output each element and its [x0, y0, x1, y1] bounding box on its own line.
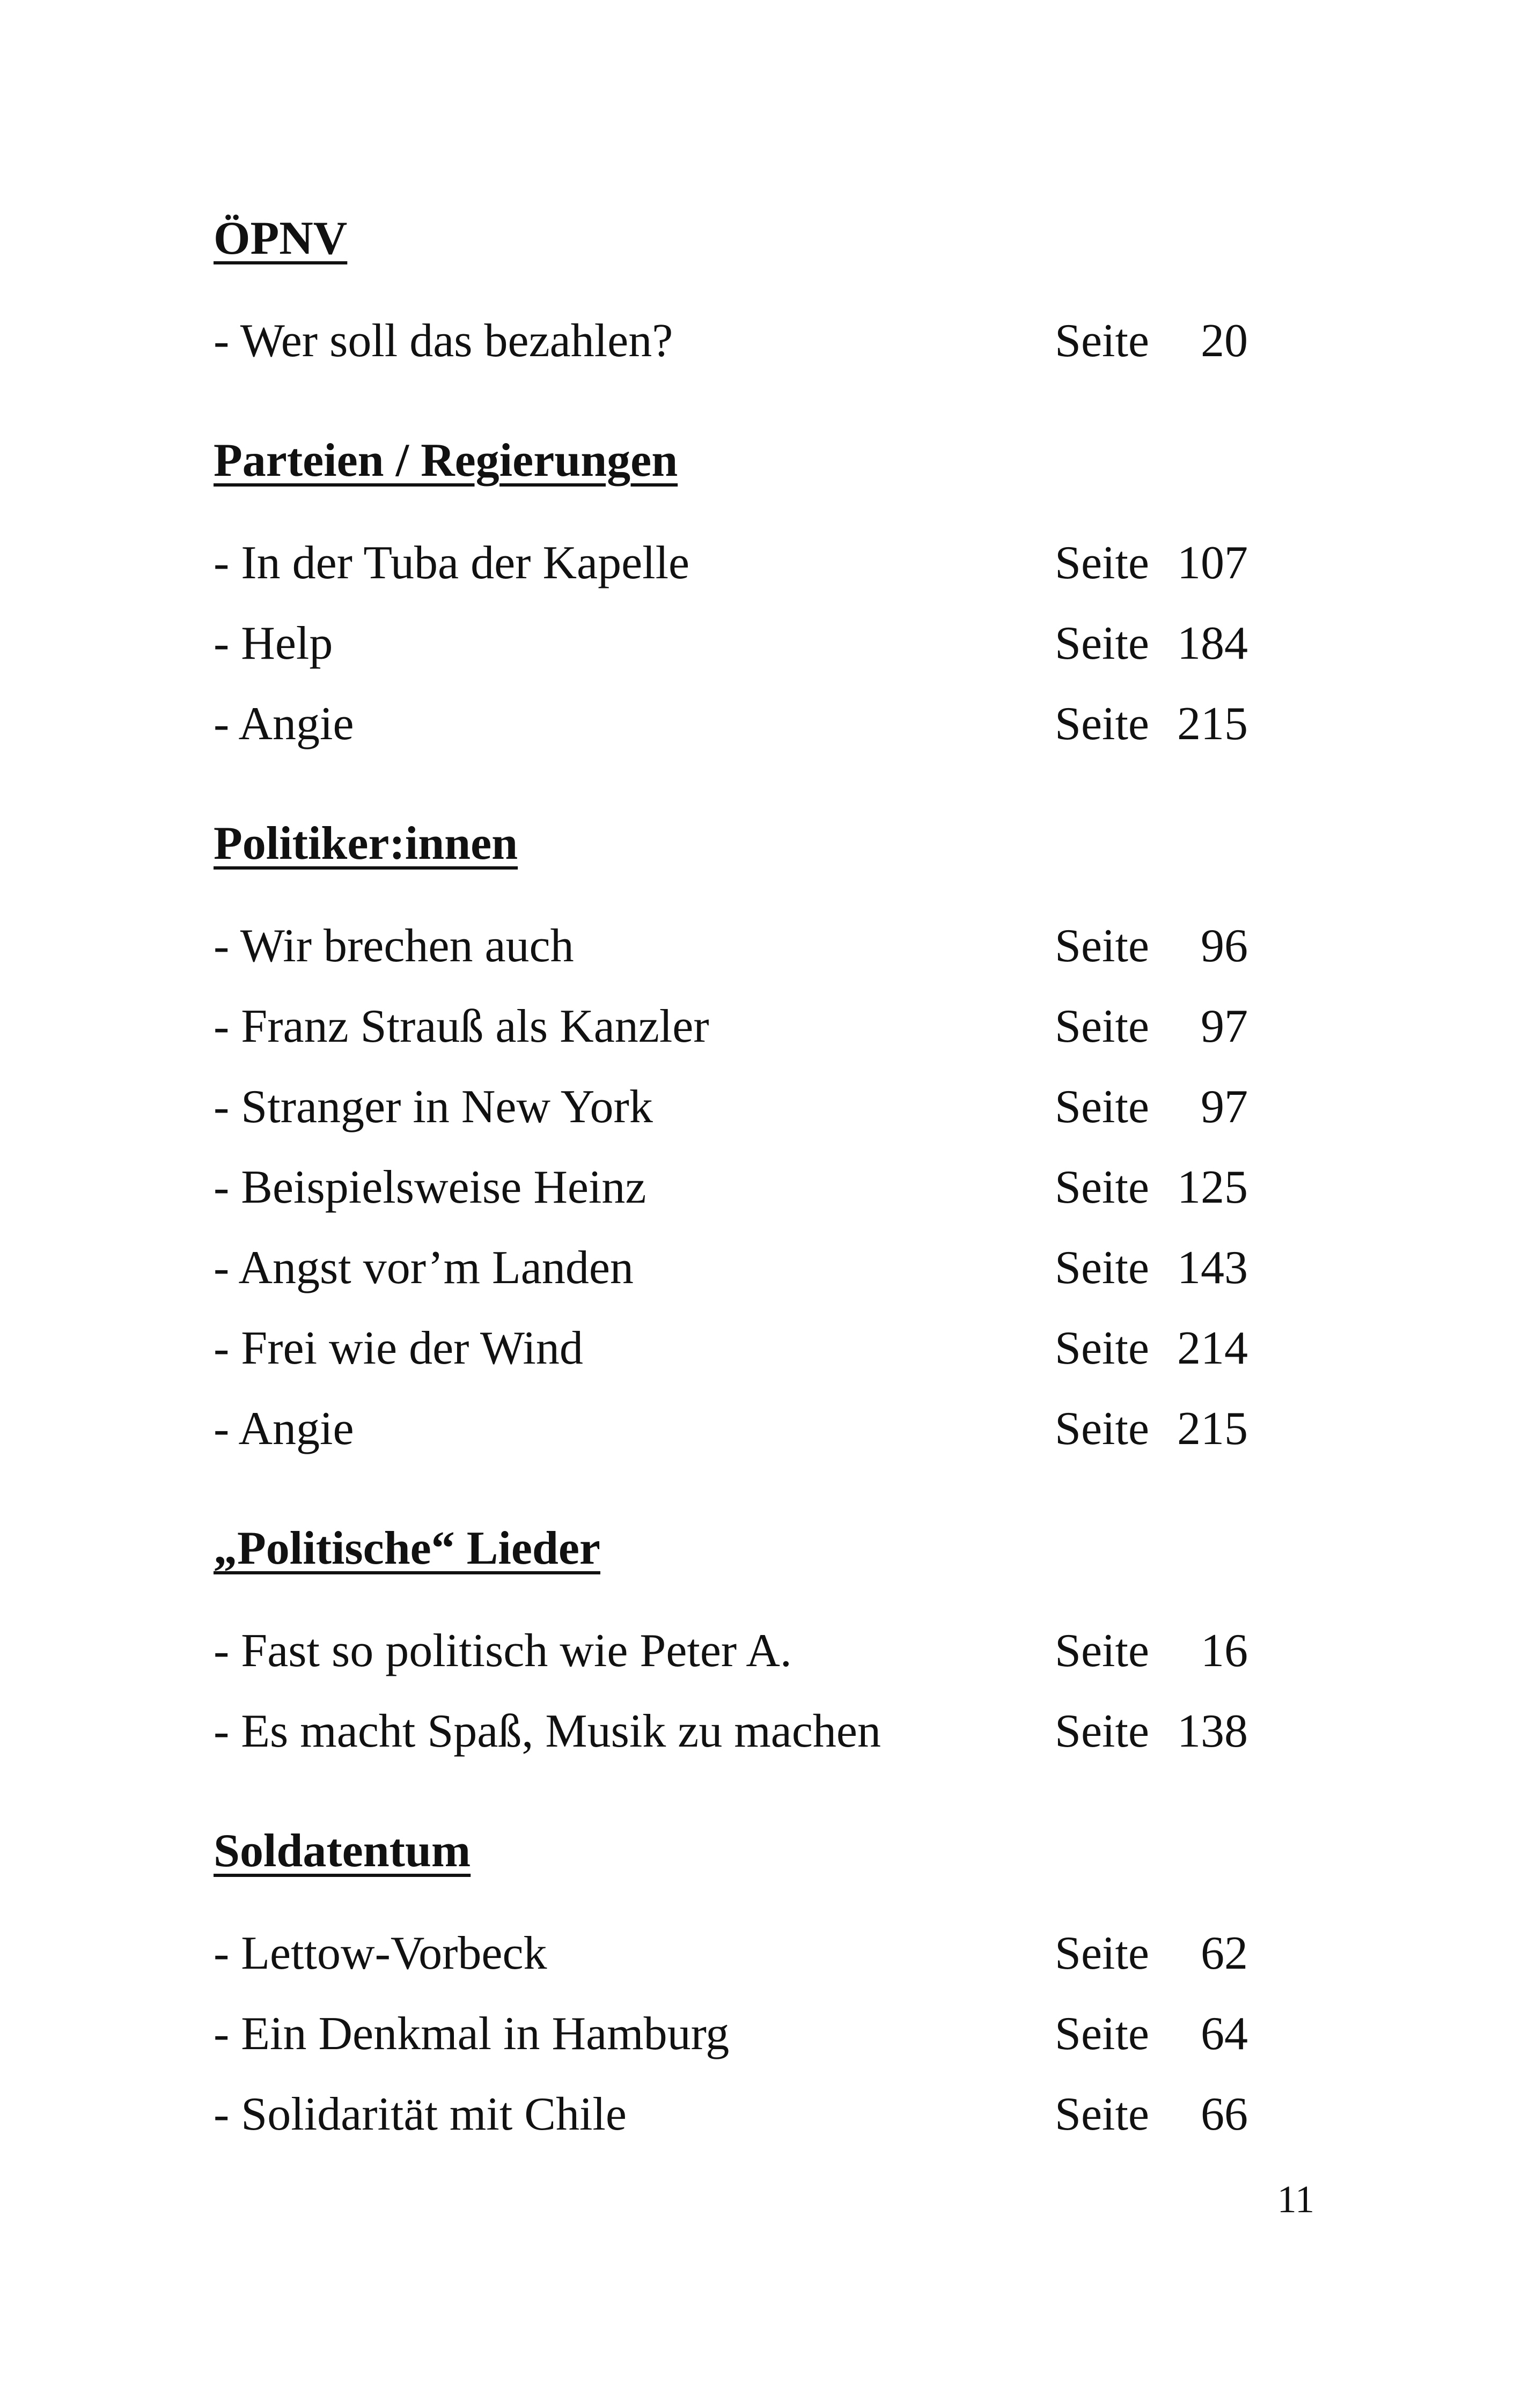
entry-title: - In der Tuba der Kapelle	[214, 537, 690, 589]
page-label: Seite	[1055, 1403, 1149, 1455]
entry-title: - Fast so politisch wie Peter A.	[214, 1625, 792, 1677]
entry-title: - Frei wie der Wind	[214, 1322, 583, 1374]
section-heading: ÖPNV	[214, 212, 348, 264]
page-label: Seite	[1055, 698, 1149, 750]
toc-entry	[214, 986, 1297, 1067]
page-reference-number: 96	[1201, 920, 1248, 972]
table-of-contents	[214, 212, 1297, 2155]
page-reference-number: 143	[1177, 1242, 1248, 1294]
page-label: Seite	[1055, 537, 1149, 589]
page-label: Seite	[1055, 617, 1149, 669]
page-label: Seite	[1055, 1625, 1149, 1677]
entry-title: - Lettow-Vorbeck	[214, 1927, 547, 1979]
page-label: Seite	[1055, 1242, 1149, 1294]
entry-title: - Angie	[214, 698, 354, 750]
page-reference-number: 64	[1201, 2008, 1248, 2060]
toc-entry	[214, 1691, 1297, 1772]
page-reference-number: 214	[1177, 1322, 1248, 1374]
page-label: Seite	[1055, 1000, 1149, 1052]
toc-entry-list	[214, 523, 1297, 764]
toc-entry	[214, 1389, 1297, 1469]
toc-entry	[214, 906, 1297, 986]
toc-entry	[214, 523, 1297, 603]
entry-title: - Franz Strauß als Kanzler	[214, 1000, 709, 1052]
entry-title: - Beispielsweise Heinz	[214, 1161, 646, 1213]
page-reference-number: 125	[1177, 1161, 1248, 1213]
toc-section	[214, 817, 1297, 1469]
toc-entry	[214, 1994, 1297, 2074]
page-reference-number: 97	[1201, 1081, 1248, 1133]
page-label: Seite	[1055, 1081, 1149, 1133]
entry-title: - Es macht Spaß, Musik zu machen	[214, 1705, 881, 1757]
toc-entry-list	[214, 1611, 1297, 1772]
toc-entry	[214, 684, 1297, 764]
page-reference-number: 16	[1201, 1625, 1248, 1677]
toc-entry	[214, 1611, 1297, 1691]
entry-title: - Wer soll das bezahlen?	[214, 315, 673, 367]
toc-section	[214, 1824, 1297, 2155]
toc-entry-list	[214, 906, 1297, 1469]
toc-section	[214, 434, 1297, 764]
toc-entry-list	[214, 1913, 1297, 2155]
page-label: Seite	[1055, 1161, 1149, 1213]
entry-title: - Help	[214, 617, 333, 669]
toc-entry	[214, 301, 1297, 381]
entry-title: - Angie	[214, 1403, 354, 1455]
page-label: Seite	[1055, 2088, 1149, 2140]
toc-entry	[214, 1913, 1297, 1994]
entry-title: - Stranger in New York	[214, 1081, 653, 1133]
toc-entry-list	[214, 301, 1297, 381]
page-number: 11	[1277, 2178, 1314, 2221]
page-reference-number: 138	[1177, 1705, 1248, 1757]
toc-entry	[214, 2074, 1297, 2155]
toc-entry	[214, 1228, 1297, 1308]
page-reference-number: 215	[1177, 1403, 1248, 1455]
section-heading: Politiker:innen	[214, 818, 518, 870]
page-label: Seite	[1055, 1927, 1149, 1979]
page-reference-number: 107	[1177, 537, 1248, 589]
toc-section	[214, 1522, 1297, 1772]
page-label: Seite	[1055, 1705, 1149, 1757]
section-heading: Parteien / Regierungen	[214, 435, 678, 487]
toc-entry	[214, 1308, 1297, 1389]
page-label: Seite	[1055, 1322, 1149, 1374]
page-reference-number: 97	[1201, 1000, 1248, 1052]
page-reference-number: 184	[1177, 617, 1248, 669]
toc-entry	[214, 1067, 1297, 1147]
entry-title: - Solidarität mit Chile	[214, 2088, 627, 2140]
page-label: Seite	[1055, 2008, 1149, 2060]
toc-entry	[214, 1147, 1297, 1228]
section-heading: Soldatentum	[214, 1825, 471, 1877]
page-label: Seite	[1055, 920, 1149, 972]
toc-entry	[214, 603, 1297, 684]
page-reference-number: 215	[1177, 698, 1248, 750]
page-reference-number: 20	[1201, 315, 1248, 367]
page-reference-number: 62	[1201, 1927, 1248, 1979]
entry-title: - Wir brechen auch	[214, 920, 574, 972]
page-label: Seite	[1055, 315, 1149, 367]
entry-title: - Ein Denkmal in Hamburg	[214, 2008, 730, 2060]
section-heading: „Politische“ Lieder	[214, 1522, 600, 1574]
page-reference-number: 66	[1201, 2088, 1248, 2140]
toc-section	[214, 212, 1297, 381]
entry-title: - Angst vor’m Landen	[214, 1242, 634, 1294]
